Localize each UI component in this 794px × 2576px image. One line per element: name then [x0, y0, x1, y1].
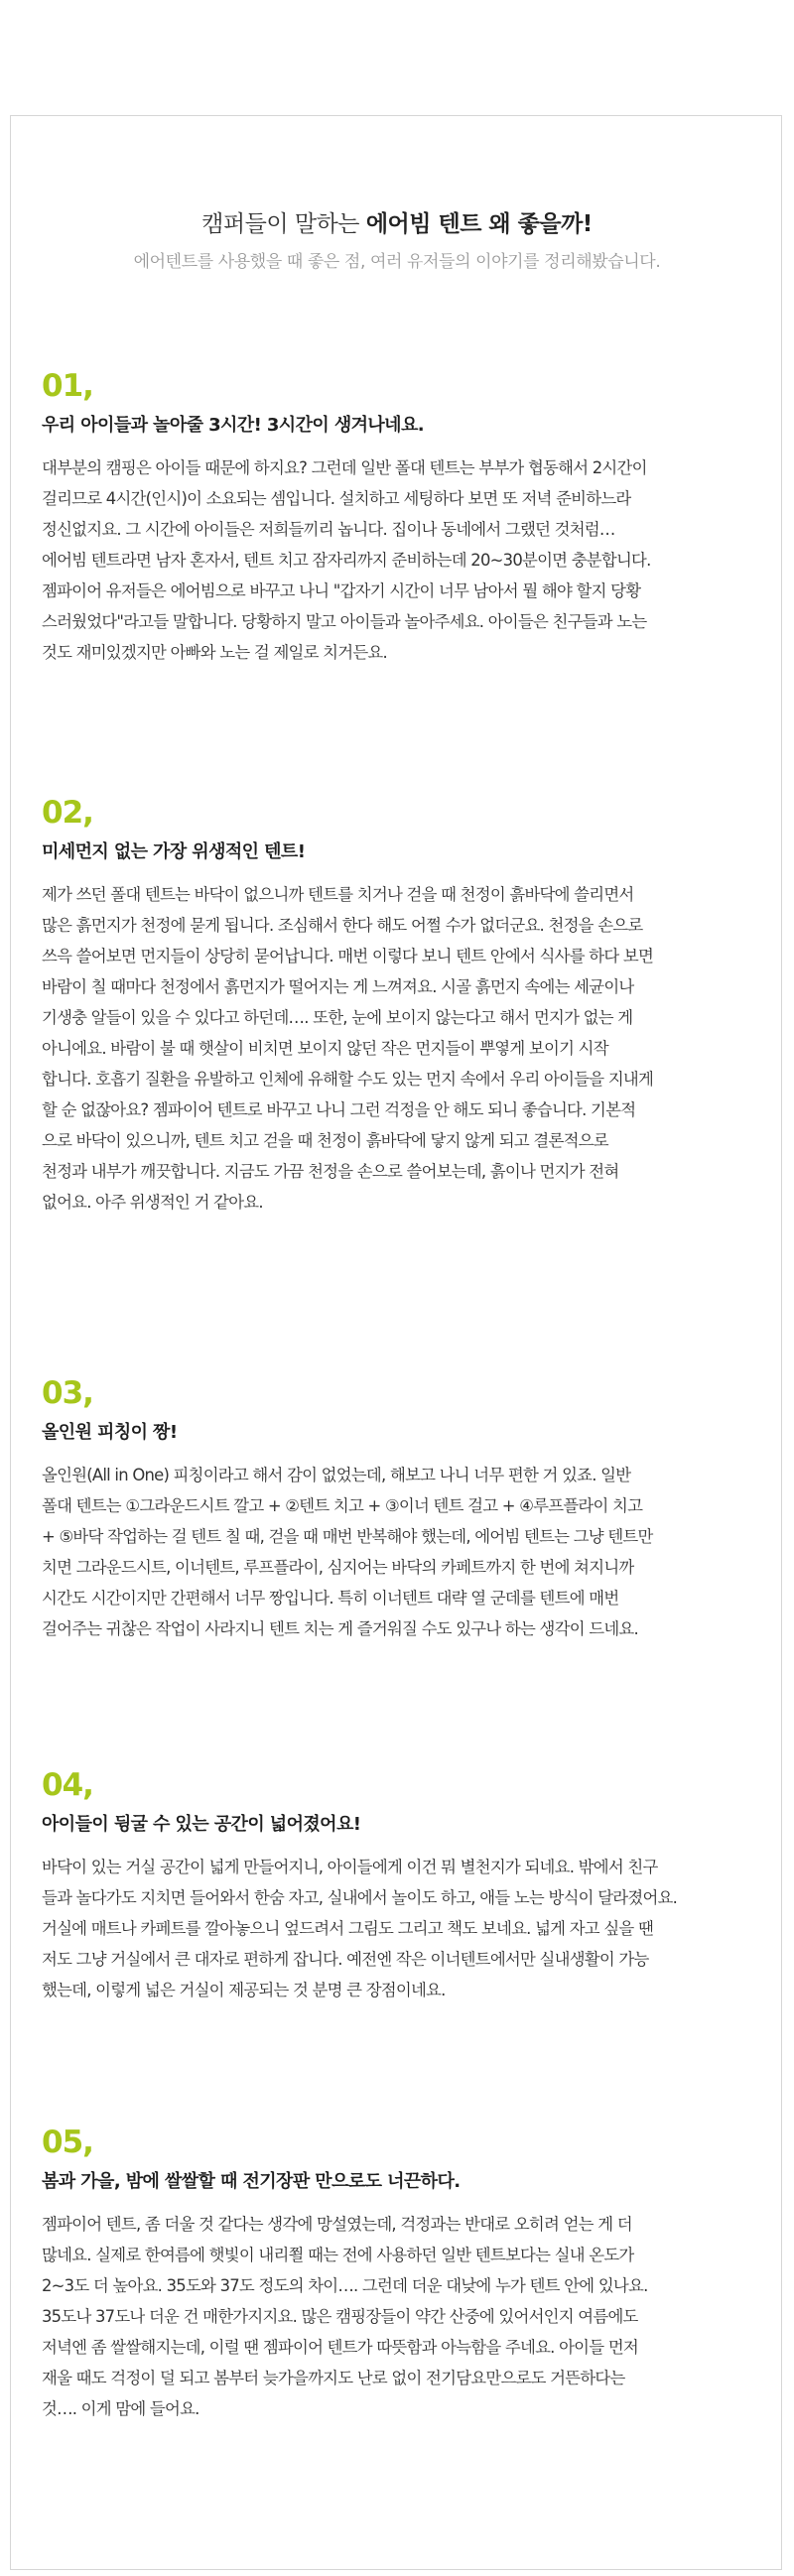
section-body — [42, 452, 756, 668]
body-line: 폴대 텐트는 ①그라운드시트 깔고 + ②텐트 치고 + ③이너 텐트 걸고 + ④루프플라이 치고 — [42, 1496, 643, 1515]
body-line: 합니다. 호흡기 질환을 유발하고 인체에 유해할 수도 있는 먼지 속에서 우리 아이들을 지내게 — [42, 1070, 654, 1089]
page-title-bold: 에어빔 텐트 왜 좋을까! — [365, 211, 593, 237]
body-line: 했는데, 이렇게 넓은 거실이 제공되는 것 분명 큰 장점이네요. — [42, 1981, 446, 1999]
body-line: 에어빔 텐트라면 남자 혼자서, 텐트 치고 잠자리까지 준비하는데 20~30분이면 충분합니다. — [42, 551, 651, 570]
section-body — [42, 1460, 756, 1644]
section-title: 우리 아이들과 놀아줄 3시간! 3시간이 생겨나네요. — [42, 415, 424, 436]
body-line: 것도 재미있겠지만 아빠와 노는 걸 제일로 치거든요. — [42, 643, 387, 662]
body-line: 없어요. 아주 위생적인 거 같아요. — [42, 1193, 263, 1212]
section-number: 04, — [42, 1767, 93, 1803]
section-title: 미세먼지 없는 가장 위생적인 텐트! — [42, 841, 306, 862]
body-line: 저녁엔 좀 쌀쌀해지는데, 이럴 땐 젬파이어 텐트가 따뜻함과 아늑함을 주네요. 아이들 먼저 — [42, 2338, 638, 2357]
section-5 — [42, 2124, 756, 2424]
body-line: 재울 때도 걱정이 덜 되고 봄부터 늦가을까지도 난로 없이 전기담요만으로도 거뜬하다는 — [42, 2369, 625, 2387]
body-line: + ⑤바닥 작업하는 걸 텐트 칠 때, 걷을 때 매번 반복해야 했는데, 에어빔 텐트는 그냥 텐트만 — [42, 1527, 653, 1546]
page-subtitle: 에어텐트를 사용했을 때 좋은 점, 여러 유저들의 이야기를 정리해봤습니다. — [133, 252, 661, 272]
page-title-prefix: 캠퍼들이 말하는 — [201, 211, 366, 237]
body-line: 걸어주는 귀찮은 작업이 사라지니 텐트 치는 게 즐거워질 수도 있구나 하는 생각이 드네요. — [42, 1619, 638, 1638]
section-number: 01, — [42, 368, 93, 404]
section-title: 봄과 가을, 밤에 쌀쌀할 때 전기장판 만으로도 너끈하다. — [42, 2171, 461, 2192]
section-title: 올인원 피칭이 짱! — [42, 1422, 178, 1443]
section-body — [42, 879, 756, 1218]
section-1 — [42, 367, 756, 668]
body-line: 정신없지요. 그 시간에 아이들은 저희들끼리 놉니다. 집이나 동네에서 그랬던 것처럼… — [42, 520, 615, 539]
body-line: 35도나 37도나 더운 건 매한가지지요. 많은 캠핑장들이 약간 산중에 있어서인지 여름에도 — [42, 2307, 638, 2326]
section-number: 05, — [42, 2125, 93, 2160]
body-line: 대부분의 캠핑은 아이들 때문에 하지요? 그런데 일반 폴대 텐트는 부부가 협동해서 2시간이 — [42, 458, 647, 477]
body-line: 바람이 칠 때마다 천정에서 흙먼지가 떨어지는 게 느껴져요. 시골 흙먼지 속에는 세균이나 — [42, 977, 634, 996]
body-line: 치면 그라운드시트, 이너텐트, 루프플라이, 심지어는 바닥의 카페트까지 한 번에 쳐지니까 — [42, 1558, 634, 1577]
body-line: 젬파이어 유저들은 에어빔으로 바꾸고 나니 "갑자기 시간이 너무 남아서 뭘 해야 할지 당황 — [42, 581, 641, 600]
body-line: 쓰윽 쓸어보면 먼지들이 상당히 묻어납니다. 매번 이렇다 보니 텐트 안에서 식사를 하다 보면 — [42, 947, 654, 966]
body-line: 많은 흙먼지가 천정에 묻게 됩니다. 조심해서 한다 해도 어쩔 수가 없더군요. 천정을 손으로 — [42, 916, 643, 935]
body-line: 할 순 없잖아요? 젬파이어 텐트로 바꾸고 나니 그런 걱정을 안 해도 되니 좋습니다. 기본적 — [42, 1100, 636, 1119]
body-line: 많네요. 실제로 한여름에 햇빛이 내리쬘 때는 전에 사용하던 일반 텐트보다는 실내 온도가 — [42, 2246, 634, 2264]
body-line: 천정과 내부가 깨끗합니다. 지금도 가끔 천정을 손으로 쓸어보는데, 흙이나 먼지가 전혀 — [42, 1162, 619, 1181]
body-line: 저도 그냥 거실에서 큰 대자로 편하게 잡니다. 예전엔 작은 이너텐트에서만 실내생활이 가능 — [42, 1950, 649, 1969]
body-line: 아니에요. 바람이 불 때 햇살이 비치면 보이지 않던 작은 먼지들이 뿌옇게 보이기 시작 — [42, 1039, 608, 1058]
section-3 — [42, 1374, 756, 1644]
section-number: 03, — [42, 1375, 93, 1411]
body-line: 시간도 시간이지만 간편해서 너무 짱입니다. 특히 이너텐트 대략 열 군데를 텐트에 매번 — [42, 1589, 619, 1608]
body-line: 으로 바닥이 있으니까, 텐트 치고 걷을 때 천정이 흙바닥에 닿지 않게 되고 결론적으로 — [42, 1131, 608, 1150]
section-body — [42, 1852, 756, 2005]
body-line: 기생충 알들이 있을 수 있다고 하던데…. 또한, 눈에 보이지 않는다고 해서 먼지가 없는 게 — [42, 1008, 633, 1027]
section-title: 아이들이 뒹굴 수 있는 공간이 넓어졌어요! — [42, 1814, 361, 1835]
section-4 — [42, 1766, 756, 2005]
body-line: 거실에 매트나 카페트를 깔아놓으니 엎드려서 그림도 그리고 책도 보네요. 넓게 자고 싶을 땐 — [42, 1919, 654, 1938]
body-line: 바닥이 있는 거실 공간이 넓게 만들어지니, 아이들에게 이건 뭐 별천지가 되네요. 밖에서 친구 — [42, 1858, 658, 1876]
page-header — [0, 208, 794, 274]
section-body — [42, 2209, 756, 2424]
body-line: 제가 쓰던 폴대 텐트는 바닥이 없으니까 텐트를 치거나 걷을 때 천정이 흙바닥에 쓸리면서 — [42, 885, 634, 904]
body-line: 걸리므로 4시간(인시)이 소요되는 셈입니다. 설치하고 세팅하다 보면 또 저녁 준비하느라 — [42, 489, 631, 508]
body-line: 들과 놀다가도 지치면 들어와서 한숨 자고, 실내에서 놀이도 하고, 애들 노는 방식이 달라졌어요. — [42, 1888, 678, 1907]
page-title — [0, 208, 794, 240]
body-line: 2~3도 더 높아요. 35도와 37도 정도의 차이…. 그런데 더운 대낮에 누가 텐트 안에 있나요. — [42, 2276, 648, 2295]
section-number: 02, — [42, 795, 93, 831]
section-2 — [42, 794, 756, 1218]
body-line: 것…. 이게 맘에 들어요. — [42, 2399, 199, 2418]
body-line: 스러웠었다"라고들 말합니다. 당황하지 말고 아이들과 놀아주세요. 아이들은 친구들과 노는 — [42, 612, 647, 631]
body-line: 올인원(All in One) 피칭이라고 해서 감이 없었는데, 해보고 나니 너무 편한 거 있죠. 일반 — [42, 1466, 631, 1484]
body-line: 젬파이어 텐트, 좀 더울 것 같다는 생각에 망설였는데, 걱정과는 반대로 오히려 얻는 게 더 — [42, 2215, 632, 2234]
